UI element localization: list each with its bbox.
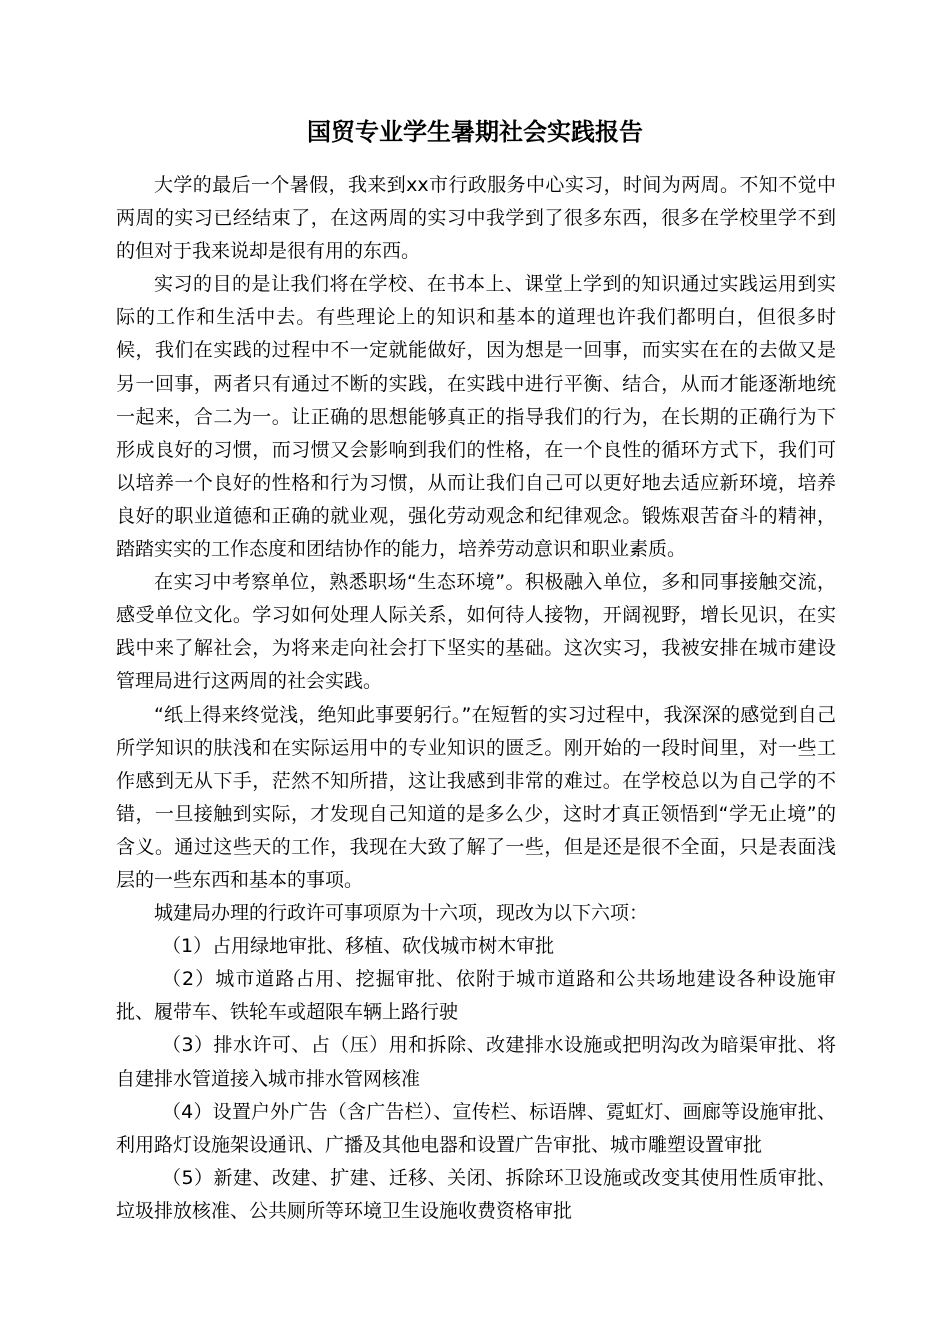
document-title: 国贸专业学生暑期社会实践报告 (307, 118, 643, 146)
paragraph-permit-intro: 城建局办理的行政许可事项原为十六项，现改为以下六项： (154, 902, 649, 925)
list-item-5: （5）新建、改建、扩建、迁移、关闭、拆除环卫设施或改变其使用性质审批、垃圾排放核准、公共厕所等环境卫生设施收费资格审批 (116, 1166, 836, 1222)
paragraph-reflection: “纸上得来终觉浅，绝知此事要躬行。”在短暂的实习过程中，我深深的感觉到自己所学知识的肤浅和在实际运用中的专业知识的匮乏。刚开始的一段时间里，对一些工作感到无从下手，茫然不知所措，这让我感到非常的难过。在学校总以为自己学的不错，一旦接触到实际，才发现自己知道的是多么少，这时才真正领悟到“学无止境”的含义。通过这些天的工作，我现在大致了解了一些，但是还是很不全面，只是表面浅层的一些东西和基本的事项。 (116, 703, 836, 891)
paragraph-intro: 大学的最后一个暑假，我来到xx市行政服务中心实习，时间为两周。不知不觉中两周的实习已经结束了，在这两周的实习中我学到了很多东西，很多在学校里学不到的但对于我来说却是很有用的东西。 (116, 174, 836, 263)
paragraph-purpose: 实习的目的是让我们将在学校、在书本上、课堂上学到的知识通过实践运用到实际的工作和生活中去。有些理论上的知识和基本的道理也许我们都明白，但很多时候，我们在实践的过程中不一定就能做好，因为想是一回事，而实实在在的去做又是另一回事，两者只有通过不断的实践，在实践中进行平衡、结合，从而才能逐渐地统一起来，合二为一。让正确的思想能够真正的指导我们的行为，在长期的正确行为下形成良好的习惯，而习惯又会影响到我们的性格，在一个良性的循环方式下，我们可以培养一个良好的性格和行为习惯，从而让我们自己可以更好地去适应新环境，培养良好的职业道德和正确的就业观，强化劳动观念和纪律观念。锻炼艰苦奋斗的精神，踏踏实实的工作态度和团结协作的能力，培养劳动意识和职业素质。 (116, 273, 836, 561)
list-item-1: （1）占用绿地审批、移植、砍伐城市树木审批 (162, 935, 555, 958)
list-item-4: （4）设置户外广告（含广告栏）、宣传栏、标语牌、霓虹灯、画廊等设施审批、利用路灯设施架设通讯、广播及其他电器和设置广告审批、城市雕塑设置审批 (116, 1100, 836, 1156)
list-item-3: （3）排水许可、占（压）用和拆除、改建排水设施或把明沟改为暗渠审批、将自建排水管道接入城市排水管网核准 (116, 1034, 836, 1090)
paragraph-workplace: 在实习中考察单位，熟悉职场“生态环境”。积极融入单位，多和同事接触交流，感受单位文化。学习如何处理人际关系，如何待人接物，开阔视野，增长见识，在实践中来了解社会，为将来走向社会打下坚实的基础。这次实习，我被安排在城市建设管理局进行这两周的社会实践。 (116, 571, 836, 693)
list-item-2: （2）城市道路占用、挖掘审批、依附于城市道路和公共场地建设各种设施审批、履带车、铁轮车或超限车辆上路行驶 (116, 968, 836, 1024)
document-body (116, 169, 836, 1228)
